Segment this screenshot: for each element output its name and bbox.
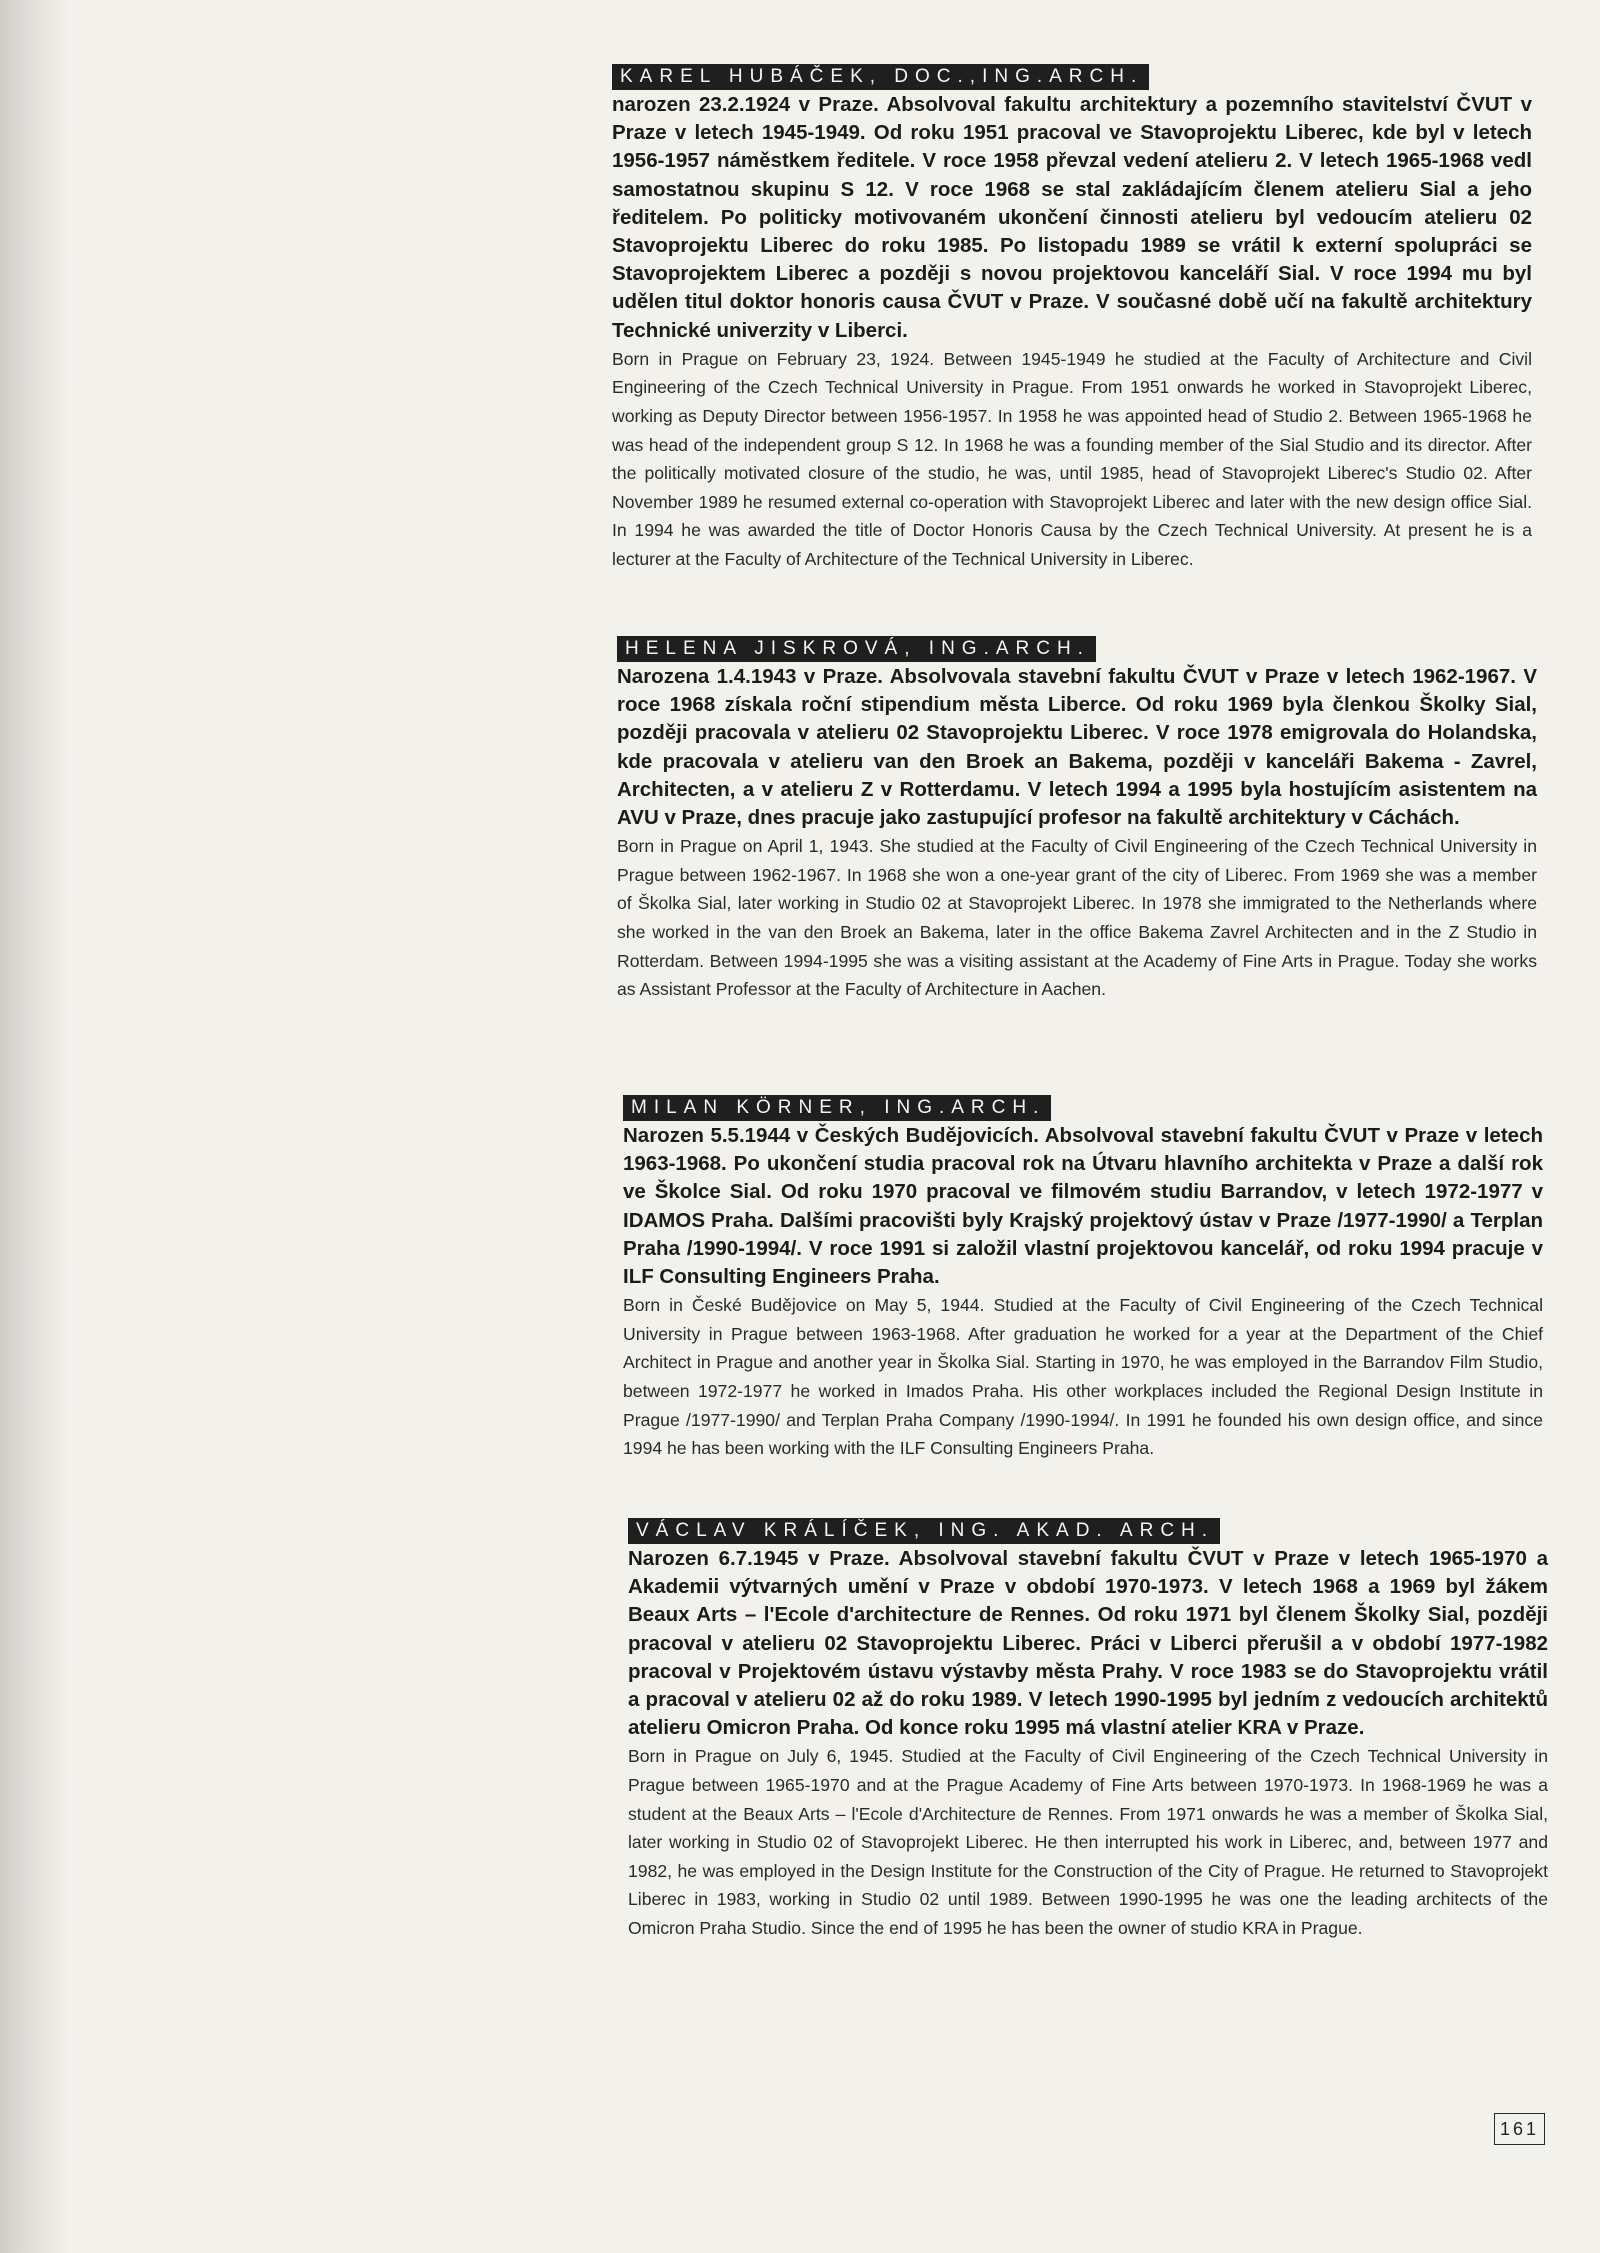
architect-name-heading: VÁCLAV KRÁLÍČEK, ING. AKAD. ARCH. — [628, 1518, 1220, 1544]
biography-vaclav-kralicek — [628, 1518, 1548, 1943]
architect-name-heading: KAREL HUBÁČEK, DOC.,ING.ARCH. — [612, 64, 1149, 90]
biography-english-text: Born in České Budějovice on May 5, 1944. Studied at the Faculty of Civil Engineering of the Czech Technical University in Prague between 1963-1968. After graduation he worked for a year at the Department of the Chief Architect in Prague and another year in Školka Sial. Starting in 1970, he was employed in the Barrandov Film Studio, between 1972-1977 he worked in Imados Praha. His other workplaces included the Regional Design Institute in Prague /1977-1990/ and Terplan Praha Company /1990-1994/. In 1991 he founded his own design office, and since 1994 he has been working with the ILF Consulting Engineers Praha. — [623, 1295, 1543, 1459]
biography-czech-text: Narozen 6.7.1945 v Praze. Absolvoval stavební fakultu ČVUT v Praze v letech 1965-1970 a Akademii výtvarných umění v Praze v období 1970-1973. V letech 1968 a 1969 byl žákem Beaux Arts – l'Ecole d'architecture de Rennes. Od roku 1971 byl členem Školky Sial, později pracoval v atelieru 02 Stavoprojektu Liberec. Práci v Liberci přerušil a v období 1977-1982 pracoval v Projektovém ústavu výstavby města Prahy. V roce 1983 se do Stavoprojektu vrátil a pracoval v atelieru 02 až do roku 1989. V letech 1990-1995 byl jedním z vedoucích architektů atelieru Omicron Praha. Od konce roku 1995 má vlastní atelier KRA v Praze. — [628, 1547, 1548, 1740]
biography-czech-text: Narozen 5.5.1944 v Českých Budějovicích. Absolvoval stavební fakultu ČVUT v Praze v letech 1963-1968. Po ukončení studia pracoval rok na Útvaru hlavního architekta v Praze a další rok ve Školce Sial. Od roku 1970 pracoval ve filmovém studiu Barrandov, v letech 1972-1977 v IDAMOS Praha. Dalšími pracovišti byly Krajský projektový ústav v Praze /1977-1990/ a Terplan Praha /1990-1994/. V roce 1991 si založil vlastní projektovou kancelář, od roku 1994 pracuje v ILF Consulting Engineers Praha. — [623, 1124, 1543, 1289]
architect-name-heading: HELENA JISKROVÁ, ING.ARCH. — [617, 636, 1096, 662]
biography-helena-jiskrova — [617, 636, 1537, 1004]
architect-name-heading: MILAN KÖRNER, ING.ARCH. — [623, 1095, 1051, 1121]
biography-english-text: Born in Prague on April 1, 1943. She studied at the Faculty of Civil Engineering of the Czech Technical University in Prague between 1962-1967. In 1968 she won a one-year grant of the city of Liberec. From 1969 she was a member of Školka Sial, later working in Studio 02 at Stavoprojekt Liberec. In 1978 she immigrated to the Netherlands where she worked in the van den Broek an Bakema, later in the office Bakema Zavrel Architecten and in the Z Studio in Rotterdam. Between 1994-1995 she was a visiting assistant at the Academy of Fine Arts in Prague. Today she works as Assistant Professor at the Faculty of Architecture in Aachen. — [617, 836, 1537, 1000]
biography-czech-text: Narozena 1.4.1943 v Praze. Absolvovala stavební fakultu ČVUT v Praze v letech 1962-1967. V roce 1968 získala roční stipendium města Liberce. Od roku 1969 byla členkou Školky Sial, později pracovala v atelieru 02 Stavoprojektu Liberec. V roce 1978 emigrovala do Holandska, kde pracovala v atelieru van den Broek an Bakema, později v kanceláři Bakema - Zavrel, Architecten, a v atelieru Z v Rotterdamu. V letech 1994 a 1995 byla hostujícím asistentem na AVU v Praze, dnes pracuje jako zastupující profesor na fakultě architektury v Cáchách. — [617, 665, 1537, 830]
biography-milan-korner — [623, 1095, 1543, 1463]
biography-english-text: Born in Prague on February 23, 1924. Between 1945-1949 he studied at the Faculty of Architecture and Civil Engineering of the Czech Technical University in Prague. From 1951 onwards he worked in Stavoprojekt Liberec, working as Deputy Director between 1956-1957. In 1958 he was appointed head of Studio 2. Between 1965-1968 he was head of the independent group S 12. In 1968 he was a founding member of the Sial Studio and its director. After the politically motivated closure of the studio, he was, until 1985, head of Stavoprojekt Liberec's Studio 02. After November 1989 he resumed external co-operation with Stavoprojekt Liberec and later with the new design office Sial. In 1994 he was awarded the title of Doctor Honoris Causa by the Czech Technical University. At present he is a lecturer at the Faculty of Architecture of the Technical University in Liberec. — [612, 348, 1532, 569]
biography-czech-text: narozen 23.2.1924 v Praze. Absolvoval fakultu architektury a pozemního stavitelství ČVUT v Praze v letech 1945-1949. Od roku 1951 pracoval ve Stavoprojektu Liberec, kde byl v letech 1956-1957 náměstkem ředitele. V roce 1958 převzal vedení atelieru 2. V letech 1965-1968 vedl samostatnou skupinu S 12. V roce 1968 se stal zakládajícím členem atelieru Sial a jeho ředitelem. Po politicky motivovaném ukončení činnosti atelieru byl vedoucím atelieru 02 Stavoprojektu Liberec do roku 1985. Po listopadu 1989 se vrátil k externí spolupráci se Stavoprojektem Liberec a později s novou projektovou kanceláří Sial. V roce 1994 mu byl udělen titul doktor honoris causa ČVUT v Praze. V současné době učí na fakultě architektury Technické univerzity v Liberci. — [612, 93, 1532, 342]
biography-english-text: Born in Prague on July 6, 1945. Studied at the Faculty of Civil Engineering of the Czech Technical University in Prague between 1965-1970 and at the Prague Academy of Fine Arts between 1970-1973. In 1968-1969 he was a student at the Beaux Arts – l'Ecole d'Architecture de Rennes. From 1971 onwards he was a member of Školka Sial, later working in Studio 02 of Stavoprojekt Liberec. He then interrupted his work in Liberec, and, between 1977 and 1982, he was employed in the Design Institute for the Construction of the City of Prague. He returned to Stavoprojekt Liberec in 1983, working in Studio 02 until 1989. Between 1990-1995 he was one the leading architects of the Omicron Praha Studio. Since the end of 1995 he has been the owner of studio KRA in Prague. — [628, 1746, 1548, 1938]
biography-karel-hubacek — [612, 64, 1532, 574]
page-number: 161 — [1494, 2113, 1545, 2145]
